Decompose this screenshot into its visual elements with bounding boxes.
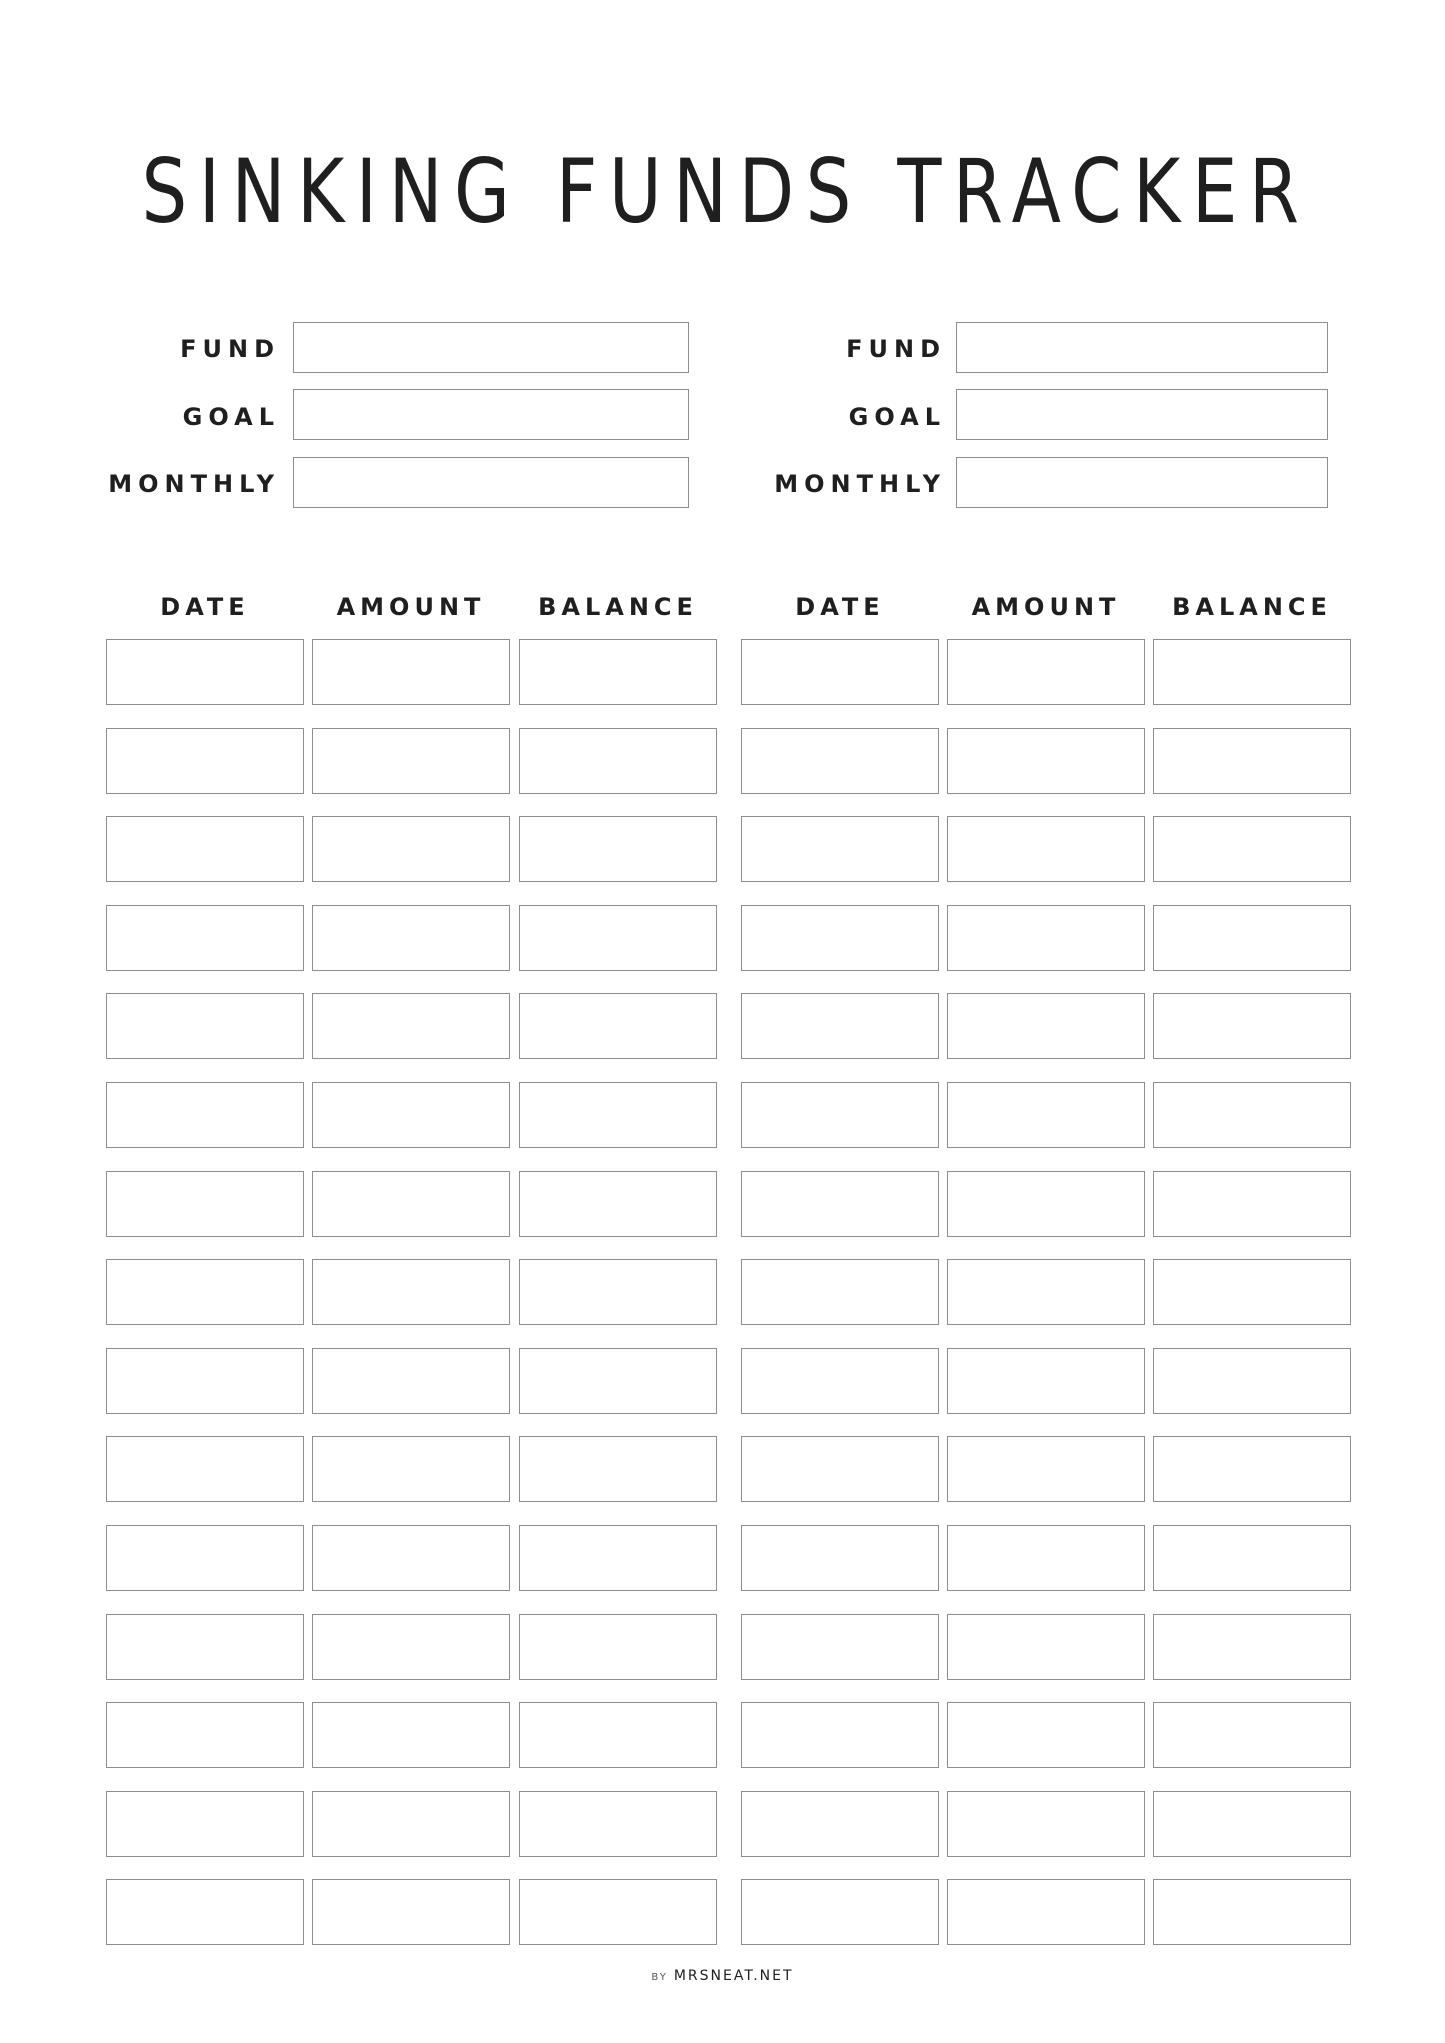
balance-cell[interactable] [1153,816,1351,882]
date-cell[interactable] [741,816,939,882]
amount-cell[interactable] [312,993,510,1059]
balance-cell[interactable] [1153,728,1351,794]
amount-cell[interactable] [947,1702,1145,1768]
date-cell[interactable] [741,1082,939,1148]
balance-cell[interactable] [1153,993,1351,1059]
balance-cell[interactable] [519,1879,717,1945]
balance-cell[interactable] [519,1525,717,1591]
amount-column-header: AMOUNT [971,593,1121,621]
amount-cell[interactable] [947,1614,1145,1680]
date-cell[interactable] [106,1791,304,1857]
balance-cell[interactable] [1153,1702,1351,1768]
date-cell[interactable] [741,1791,939,1857]
balance-cell[interactable] [1153,1259,1351,1325]
amount-cell[interactable] [947,816,1145,882]
amount-cell[interactable] [312,1614,510,1680]
amount-cell[interactable] [947,1082,1145,1148]
balance-cell[interactable] [519,1082,717,1148]
amount-cell[interactable] [947,1879,1145,1945]
date-cell[interactable] [741,639,939,705]
amount-cell[interactable] [947,905,1145,971]
amount-cell[interactable] [312,728,510,794]
fund-field[interactable] [293,322,689,373]
date-cell[interactable] [106,1348,304,1414]
date-cell[interactable] [106,1702,304,1768]
date-cell[interactable] [741,1702,939,1768]
balance-cell[interactable] [1153,1614,1351,1680]
balance-cell[interactable] [519,1614,717,1680]
date-cell[interactable] [106,905,304,971]
amount-cell[interactable] [947,728,1145,794]
balance-cell[interactable] [1153,1879,1351,1945]
date-cell[interactable] [106,1171,304,1237]
date-cell[interactable] [741,1879,939,1945]
amount-cell[interactable] [312,1171,510,1237]
amount-cell[interactable] [312,1082,510,1148]
balance-cell[interactable] [519,1171,717,1237]
balance-column-header: BALANCE [1172,593,1332,621]
balance-cell[interactable] [1153,905,1351,971]
balance-cell[interactable] [519,1791,717,1857]
monthly-label: MONTHLY [774,470,946,498]
balance-cell[interactable] [1153,1525,1351,1591]
fund-label: FUND [846,335,946,363]
goal-field[interactable] [956,389,1328,440]
date-cell[interactable] [741,1259,939,1325]
fund-field[interactable] [956,322,1328,373]
amount-cell[interactable] [312,1436,510,1502]
date-column-header: DATE [795,593,885,621]
amount-cell[interactable] [947,639,1145,705]
balance-cell[interactable] [1153,1171,1351,1237]
date-cell[interactable] [106,816,304,882]
balance-cell[interactable] [1153,1348,1351,1414]
date-cell[interactable] [106,1436,304,1502]
balance-cell[interactable] [519,728,717,794]
amount-column-header: AMOUNT [336,593,486,621]
date-cell[interactable] [106,1259,304,1325]
amount-cell[interactable] [312,1879,510,1945]
balance-cell[interactable] [519,816,717,882]
balance-cell[interactable] [519,1259,717,1325]
amount-cell[interactable] [947,993,1145,1059]
date-column-header: DATE [160,593,250,621]
date-cell[interactable] [741,1348,939,1414]
fund-label: FUND [180,335,280,363]
balance-cell[interactable] [519,1348,717,1414]
amount-cell[interactable] [312,905,510,971]
amount-cell[interactable] [312,1259,510,1325]
date-cell[interactable] [741,1436,939,1502]
monthly-label: MONTHLY [108,470,280,498]
balance-cell[interactable] [519,993,717,1059]
footer-by: BY [651,1972,668,1983]
balance-cell[interactable] [519,1436,717,1502]
amount-cell[interactable] [947,1791,1145,1857]
amount-cell[interactable] [312,1348,510,1414]
goal-field[interactable] [293,389,689,440]
date-cell[interactable] [741,993,939,1059]
amount-cell[interactable] [947,1259,1145,1325]
date-cell[interactable] [106,1525,304,1591]
goal-label: GOAL [182,403,280,431]
balance-cell[interactable] [1153,1436,1351,1502]
date-cell[interactable] [106,1879,304,1945]
amount-cell[interactable] [312,1525,510,1591]
balance-cell[interactable] [1153,639,1351,705]
footer-site: MRSNEAT.NET [673,1968,794,1984]
amount-cell[interactable] [312,816,510,882]
balance-cell[interactable] [1153,1791,1351,1857]
amount-cell[interactable] [312,1791,510,1857]
amount-cell[interactable] [947,1171,1145,1237]
date-cell[interactable] [741,1614,939,1680]
date-cell[interactable] [106,1614,304,1680]
date-cell[interactable] [106,993,304,1059]
amount-cell[interactable] [312,1702,510,1768]
date-cell[interactable] [741,1525,939,1591]
balance-cell[interactable] [1153,1082,1351,1148]
goal-label: GOAL [848,403,946,431]
balance-column-header: BALANCE [538,593,698,621]
date-cell[interactable] [741,1171,939,1237]
footer-credit [0,1968,1445,1984]
date-cell[interactable] [106,639,304,705]
monthly-field[interactable] [956,457,1328,508]
amount-cell[interactable] [947,1436,1145,1502]
date-cell[interactable] [741,905,939,971]
balance-cell[interactable] [519,639,717,705]
date-cell[interactable] [106,1082,304,1148]
balance-cell[interactable] [519,905,717,971]
amount-cell[interactable] [947,1348,1145,1414]
amount-cell[interactable] [947,1525,1145,1591]
balance-cell[interactable] [519,1702,717,1768]
monthly-field[interactable] [293,457,689,508]
date-cell[interactable] [106,728,304,794]
date-cell[interactable] [741,728,939,794]
page-title: SINKING FUNDS TRACKER [141,140,1311,243]
amount-cell[interactable] [312,639,510,705]
